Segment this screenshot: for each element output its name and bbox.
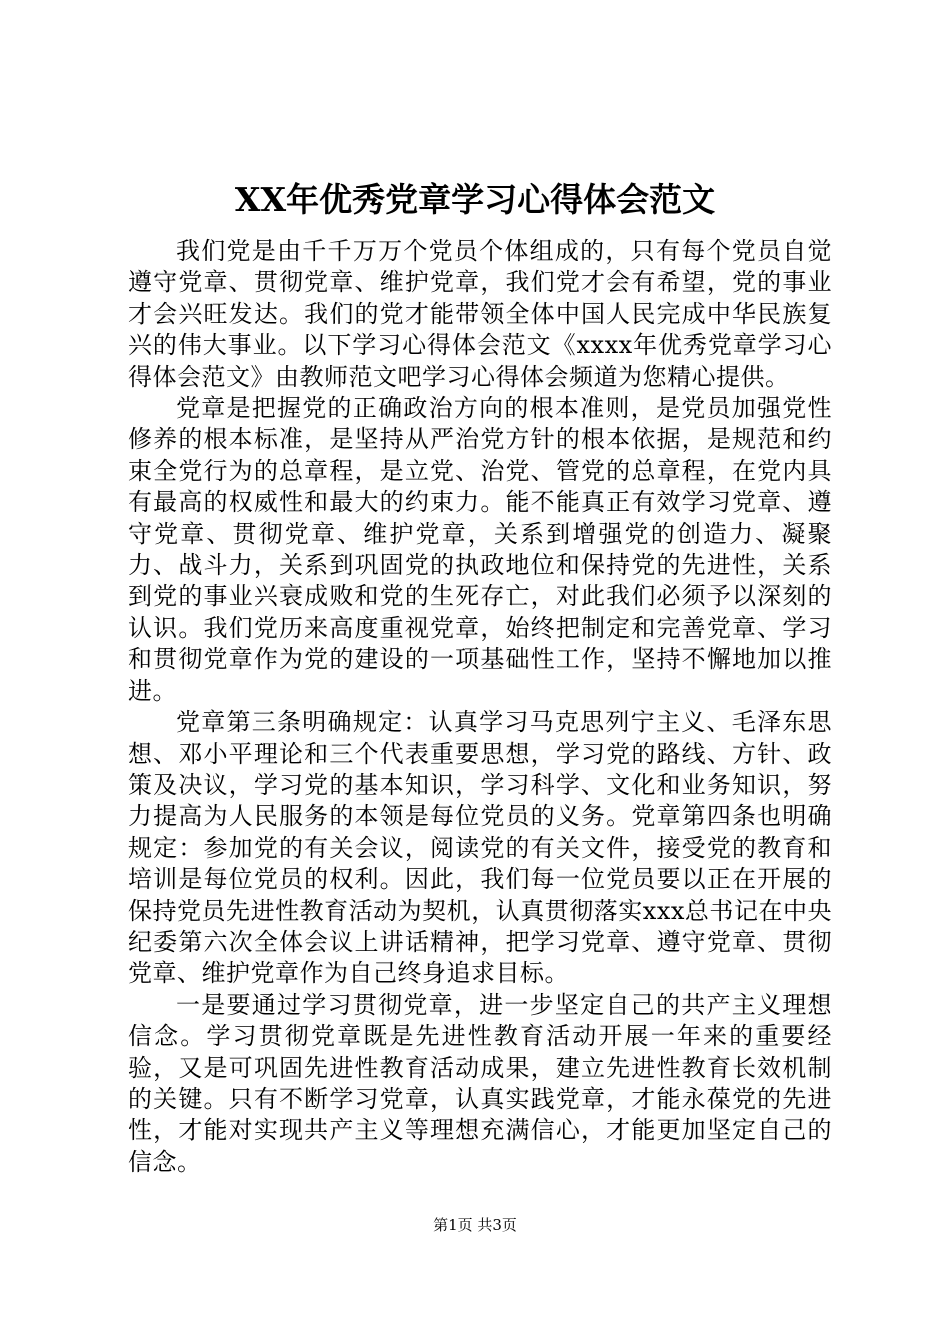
paragraph: 党章第三条明确规定：认真学习马克思列宁主义、毛泽东思想、邓小平理论和三个代表重要思想，学习党的路线、方针、政策及决议，学习党的基本知识，学习科学、文化和业务知识，努力提高为人民服务的本领是每位党员的义务。党章第四条也明确规定：参加党的有关会议，阅读党的有关文件，接受党的教育和培训是每位党员的权利。因此，我们每一位党员要以正在开展的保持党员先进性教育活动为契机，认真贯彻落实xxx总书记在中央纪委第六次全体会议上讲话精神，把学习党章、遵守党章、贯彻党章、维护党章作为自己终身追求目标。 (128, 708, 832, 988)
page-footer: 第1页 共3页 (433, 1216, 517, 1234)
paragraph: 一是要通过学习贯彻党章，进一步坚定自己的共产主义理想信念。学习贯彻党章既是先进性教育活动开展一年来的重要经验，又是可巩固先进性教育活动成果，建立先进性教育长效机制的关键。只有不断学习党章，认真实践党章，才能永葆党的先进性，才能对实现共产主义等理想充满信心，才能更加坚定自己的信念。 (128, 990, 832, 1176)
paragraph: 党章是把握党的正确政治方向的根本准则，是党员加强党性修养的根本标准，是坚持从严治党方针的根本依据，是规范和约束全党行为的总章程，是立党、治党、管党的总章程，在党内具有最高的权威性和最大的约束力。能不能真正有效学习党章、遵守党章、贯彻党章、维护党章，关系到增强党的创造力、凝聚力、战斗力，关系到巩固党的执政地位和保持党的先进性，关系到党的事业兴衰成败和党的生死存亡，对此我们必须予以深刻的认识。我们党历来高度重视党章，始终把制定和完善党章、学习和贯彻党章作为党的建设的一项基础性工作，坚持不懈地加以推进。 (128, 394, 832, 705)
paragraph: 我们党是由千千万万个党员个体组成的，只有每个党员自觉遵守党章、贯彻党章、维护党章，我们党才会有希望，党的事业才会兴旺发达。我们的党才能带领全体中国人民完成中华民族复兴的伟大事业。以下学习心得体会范文《xxxx年优秀党章学习心得体会范文》由教师范文吧学习心得体会频道为您精心提供。 (128, 237, 832, 391)
document-title: XX年优秀党章学习心得体会范文 (234, 180, 716, 219)
document-body (128, 236, 832, 1178)
